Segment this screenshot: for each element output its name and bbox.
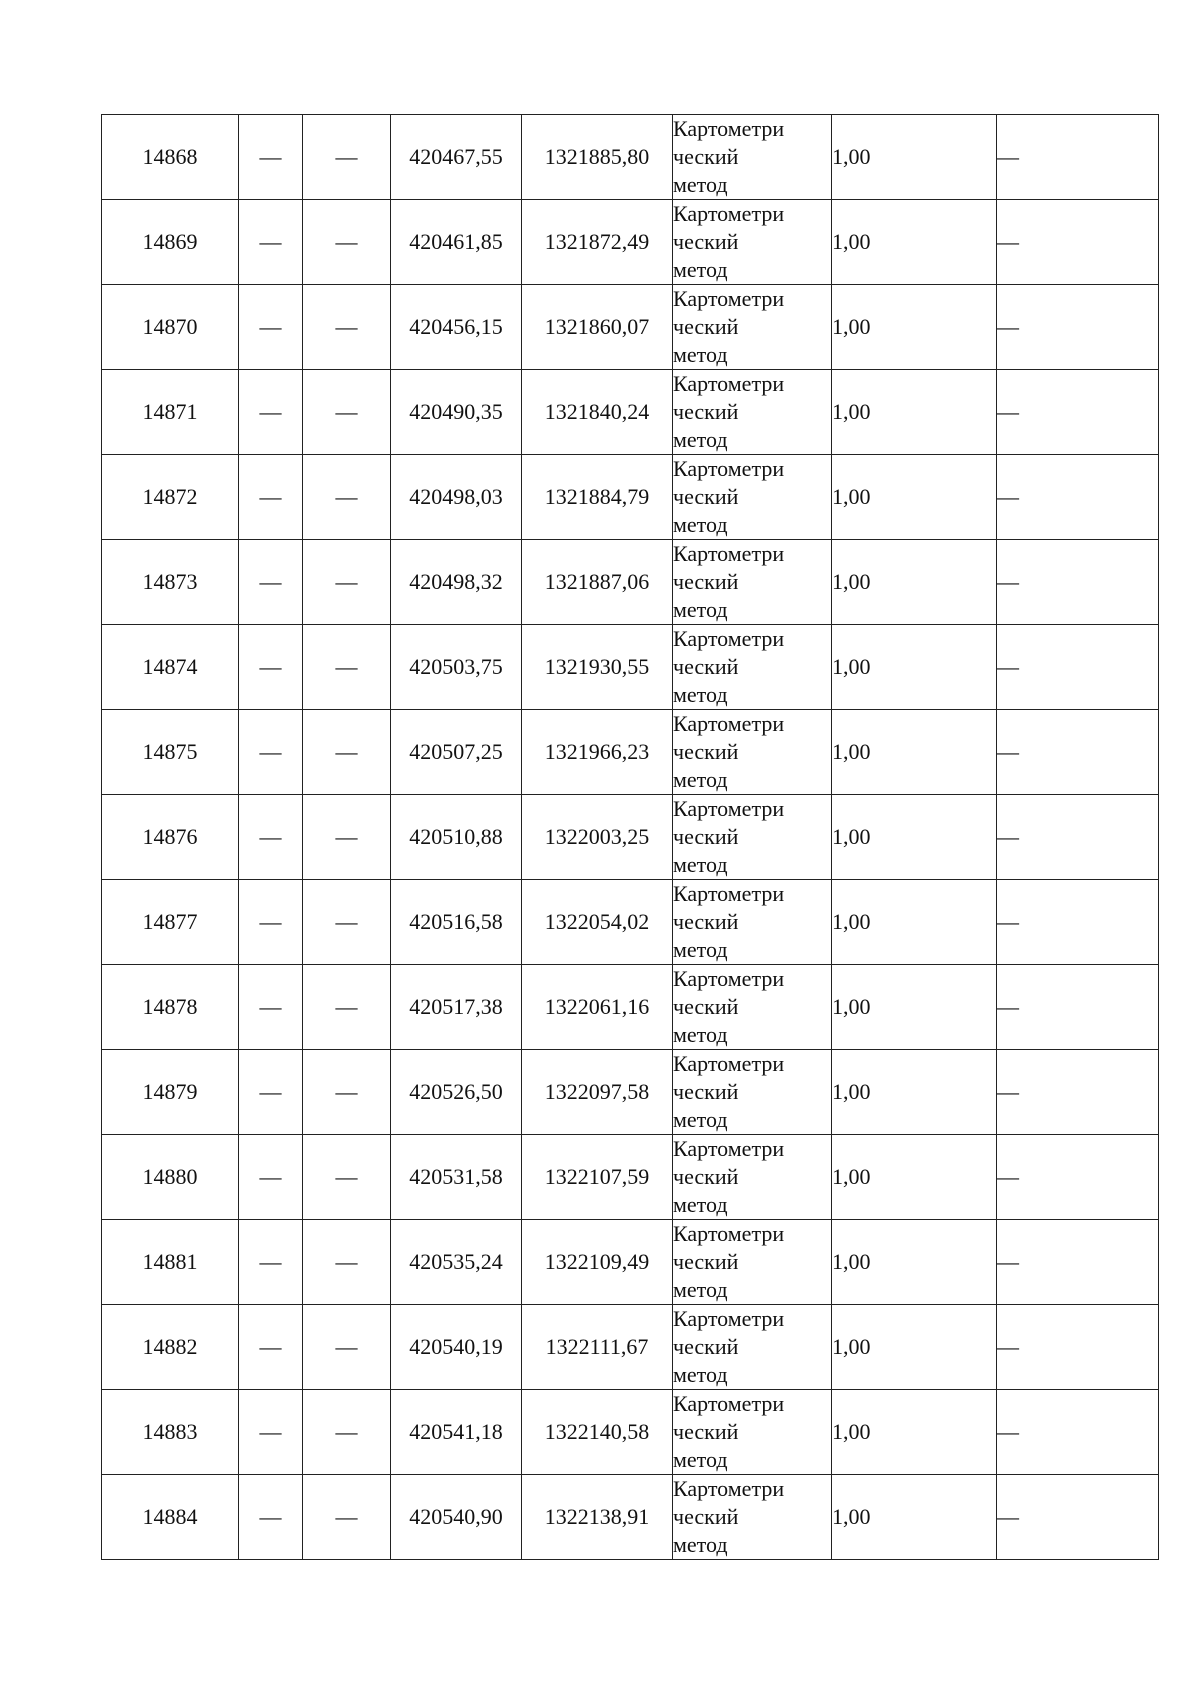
empty-value-cell: —	[239, 795, 303, 880]
accuracy-cell: 1,00	[832, 1305, 997, 1390]
method-line: ческий	[673, 994, 739, 1019]
empty-value-cell: —	[239, 285, 303, 370]
accuracy-cell: 1,00	[832, 795, 997, 880]
description-cell: —	[997, 540, 1159, 625]
method-line: ческий	[673, 569, 739, 594]
method-line: Картометри	[673, 371, 785, 396]
method-cell	[673, 625, 832, 710]
point-number-cell: 14884	[102, 1475, 239, 1560]
empty-value-cell: —	[239, 540, 303, 625]
method-line: метод	[673, 1362, 728, 1387]
description-cell: —	[997, 710, 1159, 795]
x-coordinate-cell: 420541,18	[391, 1390, 522, 1475]
method-line: ческий	[673, 1504, 739, 1529]
method-cell	[673, 1135, 832, 1220]
x-coordinate-cell: 420498,32	[391, 540, 522, 625]
table-row	[102, 200, 1159, 285]
description-cell: —	[997, 285, 1159, 370]
empty-value-cell: —	[303, 115, 391, 200]
method-cell	[673, 370, 832, 455]
y-coordinate-cell: 1321872,49	[522, 200, 673, 285]
table-row	[102, 625, 1159, 710]
method-cell	[673, 540, 832, 625]
point-number-cell: 14877	[102, 880, 239, 965]
empty-value-cell: —	[303, 1135, 391, 1220]
method-line: Картометри	[673, 1136, 785, 1161]
method-line: Картометри	[673, 456, 785, 481]
method-cell	[673, 795, 832, 880]
method-cell	[673, 200, 832, 285]
x-coordinate-cell: 420535,24	[391, 1220, 522, 1305]
description-cell: —	[997, 1390, 1159, 1475]
table-row	[102, 880, 1159, 965]
empty-value-cell: —	[303, 965, 391, 1050]
description-cell: —	[997, 965, 1159, 1050]
method-line: ческий	[673, 1334, 739, 1359]
method-line: Картометри	[673, 966, 785, 991]
empty-value-cell: —	[239, 1390, 303, 1475]
point-number-cell: 14872	[102, 455, 239, 540]
method-line: ческий	[673, 739, 739, 764]
method-cell	[673, 1305, 832, 1390]
table-row	[102, 540, 1159, 625]
y-coordinate-cell: 1322111,67	[522, 1305, 673, 1390]
empty-value-cell: —	[303, 370, 391, 455]
y-coordinate-cell: 1322109,49	[522, 1220, 673, 1305]
point-number-cell: 14876	[102, 795, 239, 880]
method-line: ческий	[673, 654, 739, 679]
method-line: метод	[673, 342, 728, 367]
accuracy-cell: 1,00	[832, 540, 997, 625]
point-number-cell: 14883	[102, 1390, 239, 1475]
table-row	[102, 795, 1159, 880]
description-cell: —	[997, 370, 1159, 455]
empty-value-cell: —	[303, 200, 391, 285]
empty-value-cell: —	[303, 1475, 391, 1560]
method-line: метод	[673, 1447, 728, 1472]
empty-value-cell: —	[239, 880, 303, 965]
empty-value-cell: —	[239, 1050, 303, 1135]
table-row	[102, 115, 1159, 200]
description-cell: —	[997, 625, 1159, 710]
y-coordinate-cell: 1321885,80	[522, 115, 673, 200]
description-cell: —	[997, 1220, 1159, 1305]
coordinates-table	[101, 114, 1159, 1560]
accuracy-cell: 1,00	[832, 455, 997, 540]
empty-value-cell: —	[239, 1220, 303, 1305]
description-cell: —	[997, 1305, 1159, 1390]
empty-value-cell: —	[239, 455, 303, 540]
empty-value-cell: —	[303, 1050, 391, 1135]
y-coordinate-cell: 1321860,07	[522, 285, 673, 370]
x-coordinate-cell: 420531,58	[391, 1135, 522, 1220]
empty-value-cell: —	[239, 625, 303, 710]
table-row	[102, 1050, 1159, 1135]
empty-value-cell: —	[239, 200, 303, 285]
method-line: метод	[673, 1107, 728, 1132]
table-body	[102, 115, 1159, 1560]
x-coordinate-cell: 420526,50	[391, 1050, 522, 1135]
method-cell	[673, 710, 832, 795]
method-cell	[673, 1220, 832, 1305]
x-coordinate-cell: 420540,90	[391, 1475, 522, 1560]
point-number-cell: 14871	[102, 370, 239, 455]
x-coordinate-cell: 420516,58	[391, 880, 522, 965]
point-number-cell: 14878	[102, 965, 239, 1050]
empty-value-cell: —	[303, 625, 391, 710]
method-line: ческий	[673, 1249, 739, 1274]
method-cell	[673, 1050, 832, 1135]
method-line: Картометри	[673, 116, 785, 141]
method-line: Картометри	[673, 1306, 785, 1331]
table-row	[102, 1220, 1159, 1305]
table-row	[102, 1475, 1159, 1560]
method-line: Картометри	[673, 1051, 785, 1076]
method-line: Картометри	[673, 201, 785, 226]
empty-value-cell: —	[239, 1305, 303, 1390]
y-coordinate-cell: 1322138,91	[522, 1475, 673, 1560]
accuracy-cell: 1,00	[832, 625, 997, 710]
method-line: метод	[673, 1192, 728, 1217]
table-row	[102, 1135, 1159, 1220]
description-cell: —	[997, 1135, 1159, 1220]
x-coordinate-cell: 420498,03	[391, 455, 522, 540]
description-cell: —	[997, 880, 1159, 965]
method-line: метод	[673, 1277, 728, 1302]
table-row	[102, 370, 1159, 455]
description-cell: —	[997, 1050, 1159, 1135]
y-coordinate-cell: 1321930,55	[522, 625, 673, 710]
method-line: Картометри	[673, 711, 785, 736]
method-line: метод	[673, 767, 728, 792]
method-line: ческий	[673, 1419, 739, 1444]
method-line: метод	[673, 172, 728, 197]
empty-value-cell: —	[303, 1390, 391, 1475]
x-coordinate-cell: 420507,25	[391, 710, 522, 795]
point-number-cell: 14869	[102, 200, 239, 285]
method-line: метод	[673, 937, 728, 962]
method-line: ческий	[673, 314, 739, 339]
empty-value-cell: —	[239, 710, 303, 795]
method-line: Картометри	[673, 286, 785, 311]
accuracy-cell: 1,00	[832, 370, 997, 455]
y-coordinate-cell: 1321887,06	[522, 540, 673, 625]
method-line: Картометри	[673, 541, 785, 566]
x-coordinate-cell: 420503,75	[391, 625, 522, 710]
accuracy-cell: 1,00	[832, 1390, 997, 1475]
y-coordinate-cell: 1322097,58	[522, 1050, 673, 1135]
accuracy-cell: 1,00	[832, 200, 997, 285]
x-coordinate-cell: 420510,88	[391, 795, 522, 880]
x-coordinate-cell: 420456,15	[391, 285, 522, 370]
method-cell	[673, 115, 832, 200]
method-line: метод	[673, 852, 728, 877]
method-line: ческий	[673, 484, 739, 509]
y-coordinate-cell: 1322061,16	[522, 965, 673, 1050]
table-row	[102, 965, 1159, 1050]
y-coordinate-cell: 1322054,02	[522, 880, 673, 965]
method-line: метод	[673, 512, 728, 537]
method-line: ческий	[673, 1079, 739, 1104]
point-number-cell: 14874	[102, 625, 239, 710]
method-cell	[673, 965, 832, 1050]
empty-value-cell: —	[239, 1475, 303, 1560]
table-row	[102, 285, 1159, 370]
method-cell	[673, 1475, 832, 1560]
method-line: Картометри	[673, 1391, 785, 1416]
empty-value-cell: —	[303, 540, 391, 625]
method-line: ческий	[673, 399, 739, 424]
y-coordinate-cell: 1322107,59	[522, 1135, 673, 1220]
point-number-cell: 14882	[102, 1305, 239, 1390]
empty-value-cell: —	[303, 455, 391, 540]
x-coordinate-cell: 420517,38	[391, 965, 522, 1050]
empty-value-cell: —	[239, 370, 303, 455]
method-line: метод	[673, 1022, 728, 1047]
empty-value-cell: —	[303, 880, 391, 965]
method-cell	[673, 1390, 832, 1475]
description-cell: —	[997, 115, 1159, 200]
method-line: ческий	[673, 824, 739, 849]
accuracy-cell: 1,00	[832, 1475, 997, 1560]
description-cell: —	[997, 1475, 1159, 1560]
y-coordinate-cell: 1322140,58	[522, 1390, 673, 1475]
empty-value-cell: —	[239, 115, 303, 200]
method-line: метод	[673, 597, 728, 622]
empty-value-cell: —	[303, 1220, 391, 1305]
method-cell	[673, 285, 832, 370]
method-line: метод	[673, 257, 728, 282]
method-line: метод	[673, 682, 728, 707]
empty-value-cell: —	[303, 710, 391, 795]
accuracy-cell: 1,00	[832, 880, 997, 965]
description-cell: —	[997, 200, 1159, 285]
table-row	[102, 1390, 1159, 1475]
y-coordinate-cell: 1321966,23	[522, 710, 673, 795]
x-coordinate-cell: 420540,19	[391, 1305, 522, 1390]
accuracy-cell: 1,00	[832, 1220, 997, 1305]
method-line: метод	[673, 427, 728, 452]
empty-value-cell: —	[303, 285, 391, 370]
point-number-cell: 14880	[102, 1135, 239, 1220]
empty-value-cell: —	[239, 1135, 303, 1220]
table-row	[102, 455, 1159, 540]
method-line: Картометри	[673, 796, 785, 821]
method-line: ческий	[673, 229, 739, 254]
table-row	[102, 1305, 1159, 1390]
method-line: ческий	[673, 144, 739, 169]
method-line: Картометри	[673, 1221, 785, 1246]
point-number-cell: 14868	[102, 115, 239, 200]
table-row	[102, 710, 1159, 795]
empty-value-cell: —	[239, 965, 303, 1050]
method-line: Картометри	[673, 626, 785, 651]
accuracy-cell: 1,00	[832, 115, 997, 200]
point-number-cell: 14870	[102, 285, 239, 370]
description-cell: —	[997, 455, 1159, 540]
y-coordinate-cell: 1321884,79	[522, 455, 673, 540]
method-cell	[673, 455, 832, 540]
description-cell: —	[997, 795, 1159, 880]
accuracy-cell: 1,00	[832, 710, 997, 795]
accuracy-cell: 1,00	[832, 1135, 997, 1220]
empty-value-cell: —	[303, 795, 391, 880]
accuracy-cell: 1,00	[832, 1050, 997, 1135]
method-line: Картометри	[673, 1476, 785, 1501]
method-line: Картометри	[673, 881, 785, 906]
accuracy-cell: 1,00	[832, 965, 997, 1050]
method-line: ческий	[673, 909, 739, 934]
method-cell	[673, 880, 832, 965]
x-coordinate-cell: 420461,85	[391, 200, 522, 285]
accuracy-cell: 1,00	[832, 285, 997, 370]
point-number-cell: 14875	[102, 710, 239, 795]
point-number-cell: 14879	[102, 1050, 239, 1135]
empty-value-cell: —	[303, 1305, 391, 1390]
point-number-cell: 14873	[102, 540, 239, 625]
method-line: метод	[673, 1532, 728, 1557]
x-coordinate-cell: 420490,35	[391, 370, 522, 455]
point-number-cell: 14881	[102, 1220, 239, 1305]
method-line: ческий	[673, 1164, 739, 1189]
x-coordinate-cell: 420467,55	[391, 115, 522, 200]
y-coordinate-cell: 1321840,24	[522, 370, 673, 455]
y-coordinate-cell: 1322003,25	[522, 795, 673, 880]
